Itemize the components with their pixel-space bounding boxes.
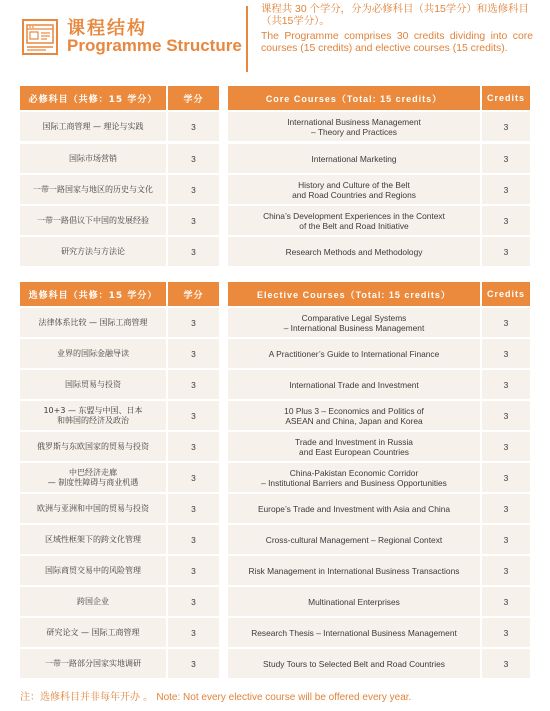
core-row-1-en: International Business Management – Theory and Practices bbox=[228, 112, 480, 141]
elective-row-2-en: A Practitioner’s Guide to International Finance bbox=[228, 339, 480, 368]
elective-row-7-en: Europe’s Trade and Investment with Asia and China bbox=[228, 494, 480, 523]
elective-row-9-en: Risk Management in International Business Transactions bbox=[228, 556, 480, 585]
core-row-1-cn: 国际工商管理 — 理论与实践 bbox=[20, 112, 166, 141]
page-header bbox=[0, 0, 550, 80]
core-row-2-credit-en: 3 bbox=[482, 144, 530, 173]
elective-row-1-en: Comparative Legal Systems – International Business Management bbox=[228, 308, 480, 337]
elective-row-6-en: China-Pakistan Economic Corridor – Institutional Barriers and Business Opportunities bbox=[228, 463, 480, 492]
intro-english: The Programme comprises 30 credits dividing into core courses (15 credits) and elective courses (15 credits). bbox=[261, 30, 533, 55]
core-row-5-credit-cn: 3 bbox=[168, 237, 219, 266]
elective-row-1-cn: 法律体系比较 — 国际工商管理 bbox=[20, 308, 166, 337]
elective-row-6-cn: 中巴经济走廊 — 制度性障碍与商业机遇 bbox=[20, 463, 166, 492]
header-divider bbox=[246, 6, 248, 72]
elective-row-1-credit-en: 3 bbox=[482, 308, 530, 337]
elective-row-10-credit-en: 3 bbox=[482, 587, 530, 616]
footnote bbox=[20, 688, 411, 703]
elective-row-5-credit-cn: 3 bbox=[168, 432, 219, 461]
elective-row-2-credit-en: 3 bbox=[482, 339, 530, 368]
core-row-1-credit-en: 3 bbox=[482, 112, 530, 141]
elective-header-credit-header-en: Credits bbox=[482, 282, 530, 306]
elective-row-12-en: Study Tours to Selected Belt and Road Countries bbox=[228, 649, 480, 678]
elective-row-2-credit-cn: 3 bbox=[168, 339, 219, 368]
elective-row-7-credit-en: 3 bbox=[482, 494, 530, 523]
elective-row-4-credit-en: 3 bbox=[482, 401, 530, 430]
elective-row-5-cn: 俄罗斯与东欧国家的贸易与投资 bbox=[20, 432, 166, 461]
elective-row-3-cn: 国际贸易与投资 bbox=[20, 370, 166, 399]
elective-row-4-cn: 10+3 — 东盟与中国、日本 和韩国的经济及政治 bbox=[20, 401, 166, 430]
elective-row-3-credit-en: 3 bbox=[482, 370, 530, 399]
elective-row-12-credit-cn: 3 bbox=[168, 649, 219, 678]
elective-row-10-cn: 跨国企业 bbox=[20, 587, 166, 616]
elective-row-7-cn: 欧洲与亚洲和中国的贸易与投资 bbox=[20, 494, 166, 523]
title-chinese: 课程结构 bbox=[67, 18, 147, 39]
core-row-2-cn: 国际市场营销 bbox=[20, 144, 166, 173]
intro-chinese: 课程共 30 个学分，分为必修科目（共15学分）和选修科目（共15学分）。 bbox=[261, 4, 529, 28]
elective-row-8-cn: 区域性框架下的跨文化管理 bbox=[20, 525, 166, 554]
elective-row-1-credit-cn: 3 bbox=[168, 308, 219, 337]
core-row-4-credit-cn: 3 bbox=[168, 206, 219, 235]
core-row-5-cn: 研究方法与方法论 bbox=[20, 237, 166, 266]
elective-row-12-cn: 一带一路部分国家实地调研 bbox=[20, 649, 166, 678]
elective-row-2-cn: 业界的国际金融导读 bbox=[20, 339, 166, 368]
elective-header-en-header: Elective Courses（Total: 15 credits） bbox=[228, 282, 480, 306]
footnote-chinese: 注：选修科目并非每年开办 。 bbox=[20, 692, 154, 703]
core-header-credit-header-en: Credits bbox=[482, 86, 530, 110]
core-row-2-credit-cn: 3 bbox=[168, 144, 219, 173]
core-row-5-credit-en: 3 bbox=[482, 237, 530, 266]
elective-row-9-credit-en: 3 bbox=[482, 556, 530, 585]
elective-row-3-en: International Trade and Investment bbox=[228, 370, 480, 399]
footnote-english: Note: Not every elective course will be offered every year. bbox=[156, 692, 412, 703]
elective-row-8-credit-en: 3 bbox=[482, 525, 530, 554]
elective-row-3-credit-cn: 3 bbox=[168, 370, 219, 399]
elective-row-10-credit-cn: 3 bbox=[168, 587, 219, 616]
programme-intro bbox=[261, 4, 533, 56]
core-row-3-cn: 一带一路国家与地区的历史与文化 bbox=[20, 175, 166, 204]
elective-row-7-credit-cn: 3 bbox=[168, 494, 219, 523]
elective-header-credit-header-cn: 学分 bbox=[168, 282, 219, 306]
core-row-3-en: History and Culture of the Belt and Road Countries and Regions bbox=[228, 175, 480, 204]
core-row-4-cn: 一带一路倡议下中国的发展经验 bbox=[20, 206, 166, 235]
core-row-4-en: China’s Development Experiences in the Context of the Belt and Road Initiative bbox=[228, 206, 480, 235]
elective-row-4-en: 10 Plus 3 – Economics and Politics of ASEAN and China, Japan and Korea bbox=[228, 401, 480, 430]
core-row-3-credit-en: 3 bbox=[482, 175, 530, 204]
elective-row-9-cn: 国际商贸交易中的风险管理 bbox=[20, 556, 166, 585]
elective-row-5-en: Trade and Investment in Russia and East European Countries bbox=[228, 432, 480, 461]
elective-row-4-credit-cn: 3 bbox=[168, 401, 219, 430]
elective-row-6-credit-cn: 3 bbox=[168, 463, 219, 492]
title-english: Programme Structure bbox=[67, 36, 242, 55]
elective-row-12-credit-en: 3 bbox=[482, 649, 530, 678]
elective-row-8-en: Cross-cultural Management – Regional Context bbox=[228, 525, 480, 554]
course-document-icon bbox=[22, 19, 58, 55]
core-header-credit-header-cn: 学分 bbox=[168, 86, 219, 110]
elective-row-11-en: Research Thesis – International Business Management bbox=[228, 618, 480, 647]
elective-row-11-credit-cn: 3 bbox=[168, 618, 219, 647]
elective-header-cn-header: 选修科目（共修：15 学分） bbox=[20, 282, 166, 306]
elective-row-11-cn: 研究论文 — 国际工商管理 bbox=[20, 618, 166, 647]
elective-row-6-credit-en: 3 bbox=[482, 463, 530, 492]
core-header-en-header: Core Courses（Total: 15 credits） bbox=[228, 86, 480, 110]
core-row-5-en: Research Methods and Methodology bbox=[228, 237, 480, 266]
core-header-cn-header: 必修科目（共修：15 学分） bbox=[20, 86, 166, 110]
elective-row-5-credit-en: 3 bbox=[482, 432, 530, 461]
elective-row-8-credit-cn: 3 bbox=[168, 525, 219, 554]
elective-row-11-credit-en: 3 bbox=[482, 618, 530, 647]
core-row-4-credit-en: 3 bbox=[482, 206, 530, 235]
elective-row-10-en: Multinational Enterprises bbox=[228, 587, 480, 616]
core-row-2-en: International Marketing bbox=[228, 144, 480, 173]
elective-row-9-credit-cn: 3 bbox=[168, 556, 219, 585]
core-row-1-credit-cn: 3 bbox=[168, 112, 219, 141]
core-row-3-credit-cn: 3 bbox=[168, 175, 219, 204]
